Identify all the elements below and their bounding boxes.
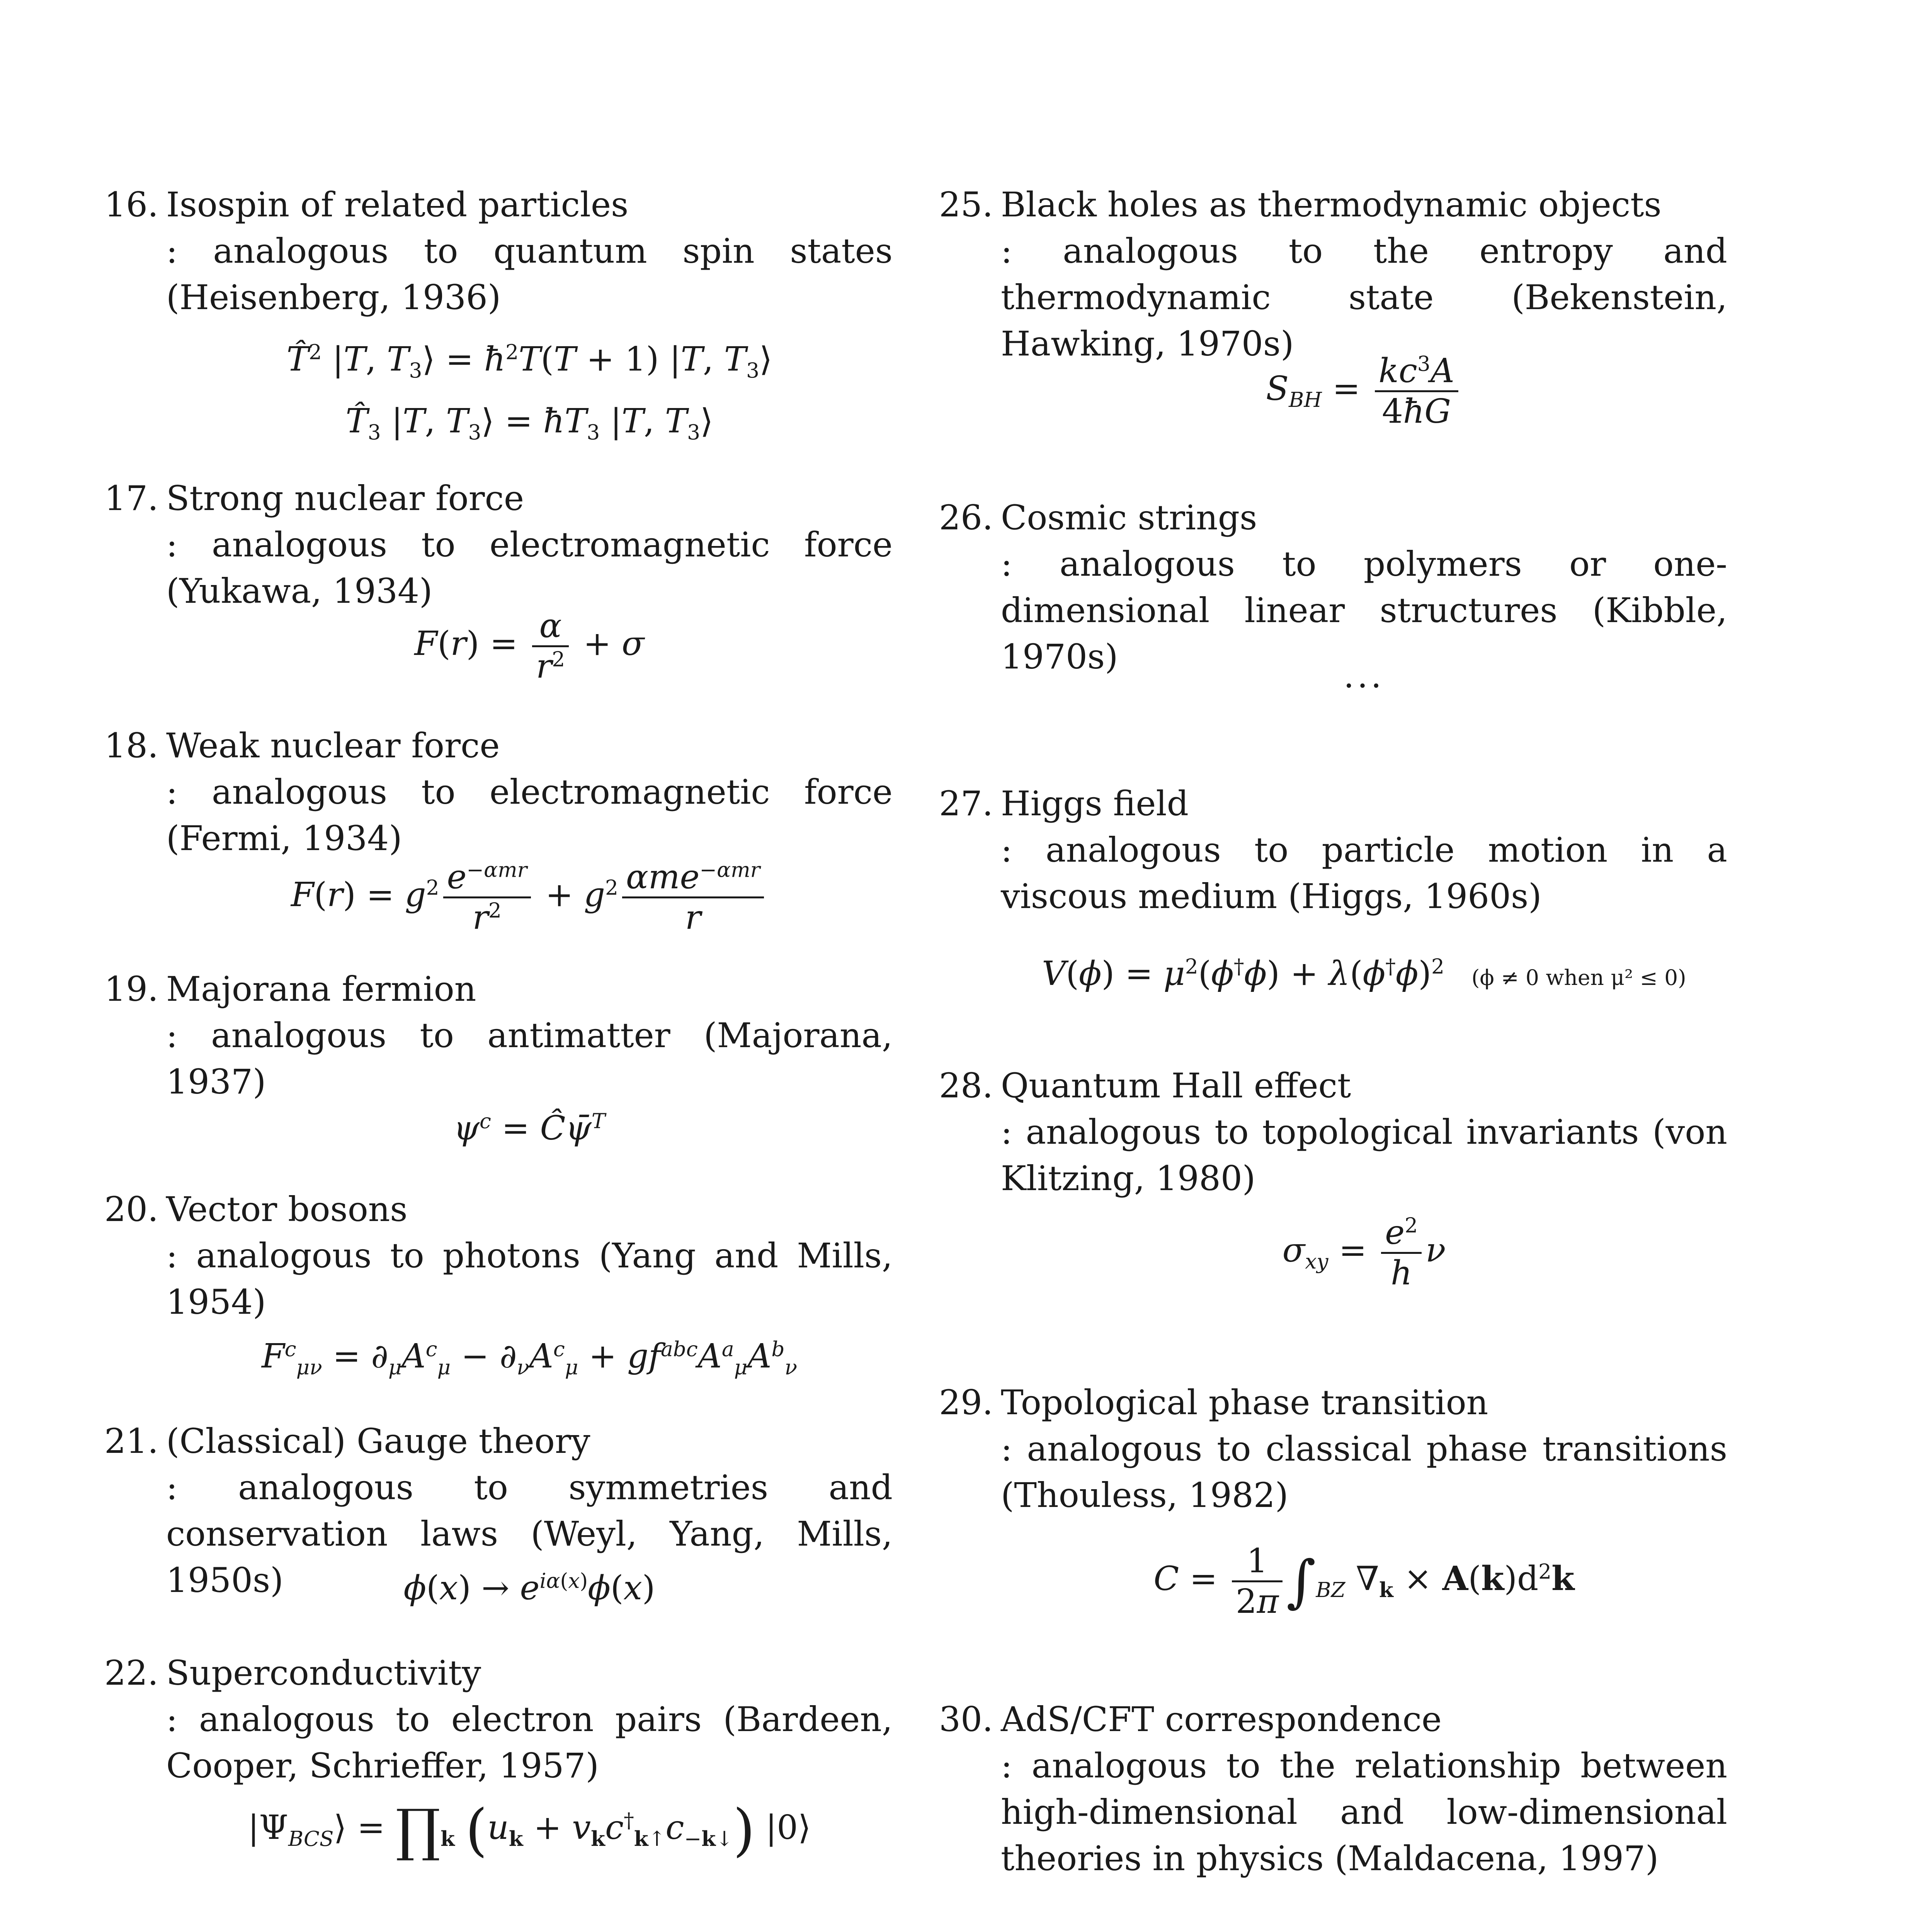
- list-item: [104, 475, 893, 686]
- item-number: 22.: [104, 1653, 158, 1693]
- list-item: [104, 966, 893, 1148]
- item-description: : analogous to antimatter (Majorana, 1937): [166, 1015, 893, 1102]
- item-title: Cosmic strings: [1001, 498, 1257, 537]
- list-item: [939, 781, 1727, 993]
- item-number: 20.: [104, 1189, 158, 1229]
- higgs-note: (ϕ ≠ 0 when μ² ≤ 0): [1471, 965, 1686, 990]
- equation: $V(\phi) = \mu^2(\phi^\dagger\phi) + \lambda(\phi^\dagger\phi)^2$ (ϕ ≠ 0 when μ² ≤ 0): [1042, 954, 1686, 993]
- item-description: : analogous to classical phase transitions (Thouless, 1982): [1001, 1429, 1727, 1515]
- item-number: 26.: [939, 498, 993, 537]
- equation: [1001, 1928, 1727, 1932]
- equation: $|\Psi_{BCS}⟩$ = $\prod_k$ $(u_k + v_kc^\dagger_{k↑}c_{-k↓})$ |0⟩: [248, 1797, 811, 1863]
- equation: F(r) = $\frac{\alpha}{r^2}$ + σ: [414, 607, 645, 686]
- item-number: 27.: [939, 784, 993, 823]
- item-number: 18.: [104, 726, 158, 765]
- item-title: Higgs field: [1001, 784, 1189, 823]
- item-title: Strong nuclear force: [166, 478, 524, 518]
- item-description: : analogous to electron pairs (Bardeen, Cooper, Schrieffer, 1957): [166, 1699, 893, 1786]
- list-item: [939, 182, 1727, 431]
- item-title: (Classical) Gauge theory: [166, 1421, 590, 1461]
- equation: $\psi^c$ = Ĉψ̄$^T$: [453, 1109, 606, 1148]
- item-title: Majorana fermion: [166, 969, 476, 1009]
- ellipsis: ...: [1343, 657, 1385, 696]
- item-description: : analogous to the entropy and thermodynamic state (Bekenstein, Hawking, 1970s): [1001, 231, 1727, 364]
- equation: T̂$^2$ |T, $T_3⟩$ = $ħ^2T(T + 1)$ |T, $T_3⟩$: [286, 340, 772, 383]
- list-item: [939, 1063, 1727, 1293]
- item-number: 30.: [939, 1699, 993, 1739]
- item-title: Topological phase transition: [1001, 1383, 1488, 1422]
- equation: $S_{BH}$ = $\frac{kc^3A}{4ħG}$: [1001, 352, 1727, 431]
- list-item: [104, 1650, 893, 1863]
- item-title: Quantum Hall effect: [1001, 1066, 1351, 1105]
- item-title: Weak nuclear force: [166, 726, 500, 765]
- item-title: Superconductivity: [166, 1653, 481, 1693]
- equation: $\sigma_{xy}$ = $\frac{e^2}{h}$ ν: [1282, 1213, 1446, 1293]
- item-title: Isospin of related particles: [166, 185, 629, 224]
- item-description: : analogous to particle motion in a viscous medium (Higgs, 1960s): [1001, 830, 1727, 916]
- item-number: 29.: [939, 1383, 993, 1422]
- item-description: : analogous to electromagnetic force (Fermi, 1934): [166, 772, 893, 858]
- list-item: [104, 723, 893, 937]
- item-description: : analogous to quantum spin states (Heisenberg, 1936): [166, 231, 893, 317]
- item-number: 17.: [104, 478, 158, 518]
- item-title: Vector bosons: [166, 1189, 408, 1229]
- item-title: Black holes as thermodynamic objects: [1001, 185, 1662, 224]
- equation: $F(r) = g^2$ $\frac{e^{-\alpha mr}}{r^2}$ + $g^2$ $\frac{\alpha me^{-\alpha mr}}{r}$: [166, 858, 893, 937]
- item-number: 19.: [104, 969, 158, 1009]
- item-number: 25.: [939, 185, 993, 224]
- equation: C = $\frac{1}{2\pi}$ $\int_{BZ}$ $\nabla_k \times A(k)d^2k$: [1153, 1542, 1575, 1621]
- item-description: : analogous to topological invariants (von Klitzing, 1980): [1001, 1112, 1727, 1198]
- equation: $\phi(x) \to e^{i\alpha(x)}\phi(x)$: [403, 1569, 655, 1607]
- list-item: [939, 495, 1727, 696]
- list-item: [104, 1418, 893, 1607]
- item-description: : analogous to electromagnetic force (Yukawa, 1934): [166, 525, 893, 611]
- list-item: [104, 182, 893, 445]
- equation: $T̂_3$ |T, $T_3⟩$ = $ħT_3$ |T, $T_3⟩$: [345, 402, 713, 445]
- item-number: 21.: [104, 1421, 158, 1461]
- list-item: [104, 1186, 893, 1380]
- item-description: : analogous to symmetries and conservation laws (Weyl, Yang, Mills, 1950s): [166, 1468, 893, 1600]
- equation: $F^c_{\mu\nu} = \partial_\mu A^c_\mu - \partial_\nu A^c_\mu + gf^{abc}A^a_\mu A^b_\nu$: [262, 1337, 797, 1380]
- item-description: : analogous to the relationship between high-dimensional and low-dimensional theories in physics (Maldacena, 1997): [1001, 1746, 1727, 1878]
- item-description: : analogous to photons (Yang and Mills, 1954): [166, 1236, 893, 1322]
- item-description: : analogous to polymers or one-dimensional linear structures (Kibble, 1970s): [1001, 544, 1727, 677]
- list-item: [939, 1379, 1727, 1621]
- list-item: [939, 1696, 1727, 1882]
- item-title: AdS/CFT correspondence: [1001, 1699, 1442, 1739]
- item-number: 16.: [104, 185, 158, 224]
- item-number: 28.: [939, 1066, 993, 1105]
